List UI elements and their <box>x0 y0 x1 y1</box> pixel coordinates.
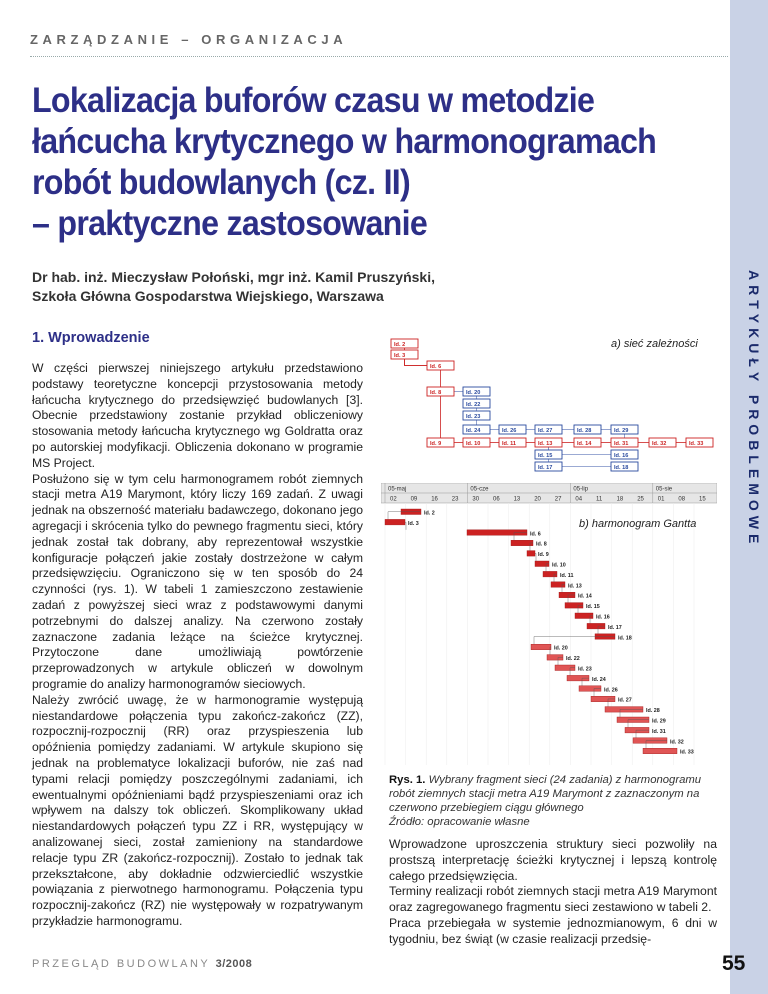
gantt-day-label: 20 <box>534 496 541 503</box>
network-node-label: Id. 31 <box>614 441 629 447</box>
side-band-text: ARTYKUŁY PROBLEMOWE <box>746 270 762 549</box>
authors <box>32 268 435 306</box>
gantt-day-label: 02 <box>390 496 397 503</box>
network-node-label: Id. 2 <box>394 342 406 348</box>
gantt-task-label: Id. 13 <box>568 583 582 590</box>
gantt-bar <box>643 748 677 754</box>
gantt-day-label: 30 <box>472 496 480 503</box>
gantt-task-label: Id. 15 <box>586 604 600 611</box>
gantt-day-label: 06 <box>493 496 500 503</box>
gantt-task-label: Id. 17 <box>608 624 622 631</box>
footer <box>32 958 252 970</box>
title-line: robót budowlanych (cz. II) <box>32 163 410 202</box>
gantt-bar <box>385 519 405 525</box>
gantt-day-label: 25 <box>637 496 644 503</box>
body-text <box>32 361 363 930</box>
section-header: ZARZĄDZANIE – ORGANIZACJA <box>30 32 348 47</box>
gantt-day-label: 09 <box>410 496 418 503</box>
gantt-task-label: Id. 8 <box>536 541 547 548</box>
gantt-bar <box>527 551 535 557</box>
gantt-task-label: Id. 26 <box>604 687 618 694</box>
network-link <box>427 396 441 443</box>
network-node-label: Id. 32 <box>652 441 667 447</box>
gantt-task-label: Id. 28 <box>646 708 660 715</box>
network-node-label: Id. 13 <box>538 441 553 447</box>
gantt-day-label: 27 <box>554 496 562 503</box>
gantt-month-label: 05-lip <box>573 486 589 493</box>
network-node-label: Id. 3 <box>394 353 406 359</box>
paragraph: Praca przebiegała w systemie jednozmianowym, 6 dni w tygodniu, bez świąt (w czasie realizacji przedsię- <box>389 915 717 946</box>
paragraph: Posłużono się w tym celu harmonogramem robót ziemnych stacji metra A19 Marymont, który liczy 169 zadań. Z uwagi jednak na obszerność materiału badawczego, dokonano jego agregacji i skrócenia tylko do pewnego fragmentu sieci, który jednak został tak dobrany, aby reprezentował wszystkie konfiguracje połączeń jakie zostały dostrzeżone w całym przedsięwzięciu. Ograniczono się w ten sposób do 24 czynności (rys. 1). W tabeli 1 zamieszczono zestawienie zadań z powyższej sieci wraz z podstawowymi danymi potrzebnymi do dalszej analizy. Na czerwono zostały zaznaczone zadania leżące na ścieżce krytycznej. Przytoczone dane umożliwiają powtórzenie przeprowadzonych w artykule obliczeń w dowolnym programie do analizy harmonogramów sieciowych. <box>32 471 363 691</box>
authors-affiliation: Szkoła Główna Gospodarstwa Wiejskiego, Warszawa <box>32 288 384 304</box>
network-node-label: Id. 22 <box>466 402 481 408</box>
gantt-day-label: 18 <box>616 496 624 503</box>
network-label: a) sieć zależności <box>611 338 698 350</box>
network-node-label: Id. 17 <box>538 465 553 471</box>
gantt-task-label: Id. 14 <box>578 593 592 600</box>
gantt-day-label: 16 <box>431 496 438 503</box>
caption-source: Źródło: opracowanie własne <box>389 816 530 828</box>
network-node-label: Id. 9 <box>430 441 442 447</box>
gantt-task-label: Id. 32 <box>670 739 684 746</box>
journal-issue: 3/2008 <box>215 958 253 970</box>
gantt-task-label: Id. 27 <box>618 697 632 704</box>
left-column <box>32 330 363 930</box>
gantt-task-label: Id. 11 <box>560 572 574 579</box>
section-title: 1. Wprowadzenie <box>32 330 150 346</box>
network-node-label: Id. 28 <box>577 428 592 434</box>
gantt-day-label: 13 <box>513 496 521 503</box>
gantt-task-label: Id. 2 <box>424 510 435 517</box>
authors-names: Dr hab. inż. Mieczysław Połoński, mgr inż. Kamil Pruszyński, <box>32 269 435 285</box>
network-node-label: Id. 8 <box>430 390 442 396</box>
figure-1 <box>381 333 717 765</box>
paragraph: Terminy realizacji robót ziemnych stacji metra A19 Marymont oraz zagregowanego fragmentu sieci zestawiono w tabeli 2. <box>389 884 717 915</box>
title-line: – praktyczne zastosowanie <box>32 204 427 243</box>
gantt-day-label: 11 <box>596 496 603 503</box>
figure-caption <box>389 773 715 829</box>
network-node-label: Id. 10 <box>466 441 481 447</box>
gantt-task-label: Id. 29 <box>652 718 666 725</box>
gantt-task-label: Id. 10 <box>552 562 566 569</box>
network-node-label: Id. 23 <box>466 414 481 420</box>
gantt-task-label: Id. 31 <box>652 728 666 735</box>
gantt-task-label: Id. 33 <box>680 749 694 756</box>
network-node-label: Id. 15 <box>538 453 553 459</box>
caption-text: Wybrany fragment sieci (24 zadania) z harmonogramu robót ziemnych stacji metra A19 Marymont z zaznaczonym na czerwono przebiegiem ciągu głównego <box>389 774 702 814</box>
gantt-task-label: Id. 22 <box>566 656 580 663</box>
paragraph: W części pierwszej niniejszego artykułu przedstawiono podstawy teoretyczne koncepcji przystosowania metody łańcucha krytycznego do przedsięwzięć budowlanych [3]. Obecnie przedstawiony zostanie przykład obliczeniowy stosowania metody łańcucha krytycznego wg Goldratta oraz po autorskiej modyfikacji. Obliczenia dokonano w programie MS Project. <box>32 361 363 470</box>
article-title <box>32 80 667 244</box>
right-column <box>389 837 717 948</box>
network-node-label: Id. 24 <box>466 428 481 434</box>
gantt-task-label: Id. 23 <box>578 666 592 673</box>
gantt-month-label: 05-maj <box>388 486 407 493</box>
title-line: łańcucha krytycznego w harmonogramach <box>32 122 657 161</box>
gantt-label: b) harmonogram Gantta <box>579 518 697 530</box>
gantt-day-label: 15 <box>699 496 706 503</box>
network-node-label: Id. 20 <box>466 390 481 396</box>
network-node-label: Id. 14 <box>577 441 592 447</box>
journal-name: PRZEGLĄD BUDOWLANY <box>32 958 211 970</box>
gantt-day-label: 08 <box>678 496 686 503</box>
page-number: 55 <box>722 952 746 975</box>
network-node-label: Id. 29 <box>614 428 629 434</box>
caption-prefix: Rys. 1. <box>389 774 426 786</box>
network-node-label: Id. 18 <box>614 465 629 471</box>
gantt-day-label: 23 <box>451 496 459 503</box>
gantt-task-label: Id. 9 <box>538 552 549 559</box>
gantt-day-label: 01 <box>657 496 665 503</box>
paragraph: Wprowadzone uproszczenia struktury sieci pozwoliły na prostszą interpretację ścieżki krytycznej i lepszą kontrolę całego przedsięwzięcia. <box>389 837 717 883</box>
network-node-label: Id. 16 <box>614 453 629 459</box>
top-rule <box>30 56 728 57</box>
network-node-label: Id. 33 <box>689 441 704 447</box>
network-node-label: Id. 27 <box>538 428 553 434</box>
gantt-task-label: Id. 6 <box>530 531 541 538</box>
paragraph: Należy zwrócić uwagę, że w harmonogramie występują niestandardowe połączenia typu zakończ-zakończ (ZZ), rozpocznij-rozpocznij (RR) oraz przyspieszenia lub opóźnienia pomiędzy zadaniami. W artykule skupiono się jednak na problematyce lokalizacji buforów, nie zaś nad typami relacji pomiędzy poszczególnymi zadaniami, ich ewentualnymi opóźnieniami bądź przyspieszeniami oraz ich wpływem na dalszy tok obliczeń. Skomplikowany układ niestandardowych połączeń typu ZZ i RR, występujący w analizowanej sieci, został zamieniony na standardowe relacje typu ZR (zakończ-rozpocznij). Zostało to jednak tak przekształcone, aby dokładnie odzwierciedlić wszystkie powiązania z pierwotnego harmonogramu. Połączenia typu rozpocznij-zakończ (RZ) nie występowały w rozpatrywanym przykładzie harmonogramu. <box>32 692 363 928</box>
gantt-bar <box>531 644 551 650</box>
dependency-network <box>381 333 717 483</box>
network-node-label: Id. 26 <box>502 428 517 434</box>
network-link <box>405 359 428 366</box>
network-node-label: Id. 6 <box>430 364 442 370</box>
gantt-day-label: 04 <box>575 496 583 503</box>
gantt-bar <box>511 540 533 546</box>
network-node-label: Id. 11 <box>502 441 516 447</box>
gantt-task-label: Id. 18 <box>618 635 632 642</box>
title-line: Lokalizacja buforów czasu w metodzie <box>32 81 595 120</box>
gantt-month-label: 05-cze <box>470 486 489 493</box>
gantt-task-label: Id. 20 <box>554 645 568 652</box>
gantt-month-label: 05-sie <box>655 486 673 493</box>
gantt-task-label: Id. 16 <box>596 614 610 621</box>
gantt-task-label: Id. 24 <box>592 676 606 683</box>
gantt-task-label: Id. 3 <box>408 520 419 527</box>
